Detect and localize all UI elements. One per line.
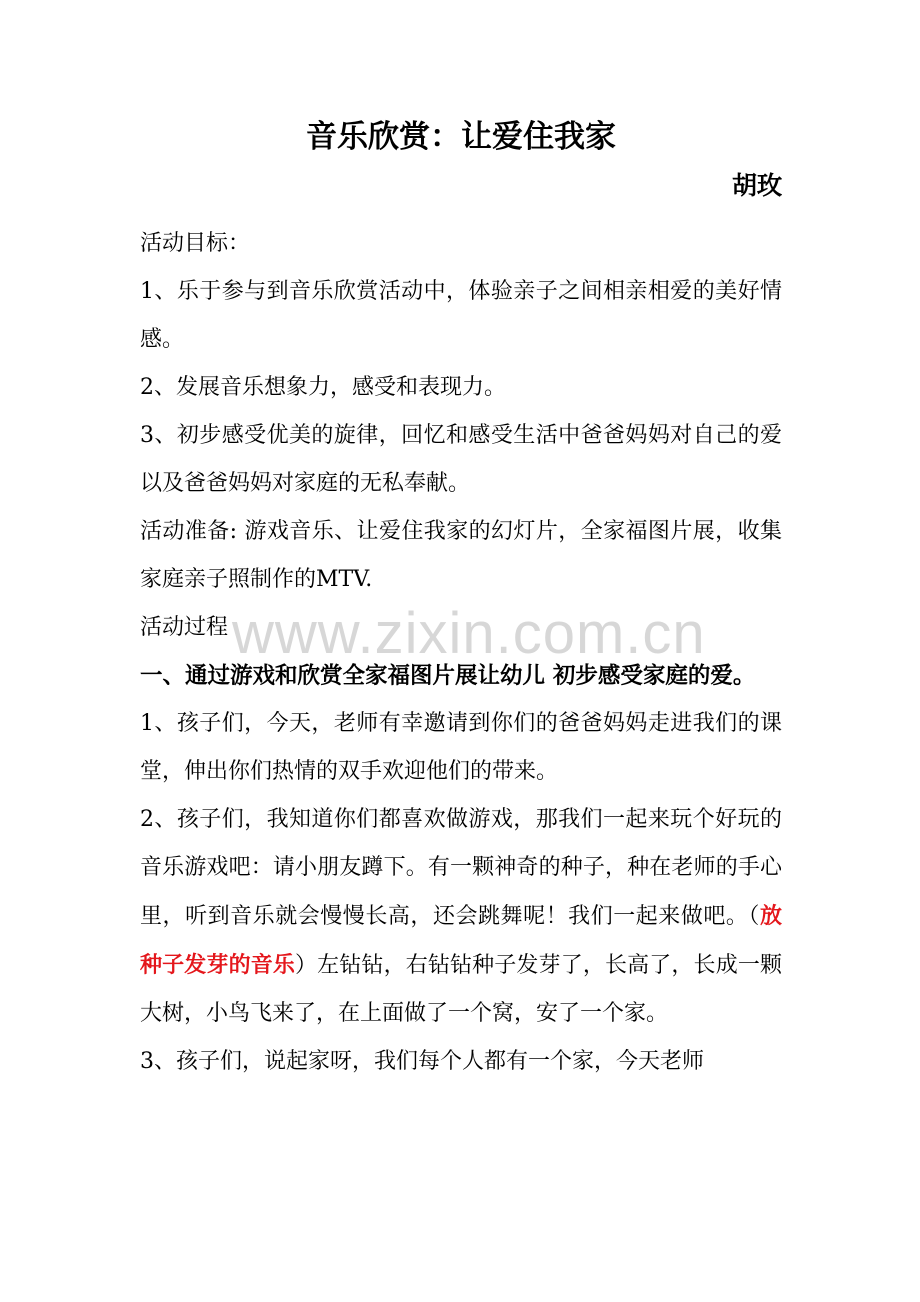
- goal-item-1: 1、乐于参与到音乐欣赏活动中，体验亲子之间相亲相爱的美好情感。: [140, 279, 782, 352]
- step-item-2-text-after: ）左钻钻，右钻钻种子发芽了，长高了，长成一颗大树，小鸟飞来了，在上面做了一个窝，安了一个家。: [140, 953, 782, 1026]
- author-name: 胡玫: [731, 171, 782, 200]
- step-item-2: [140, 796, 782, 1038]
- section-heading-goals: 活动目标：: [140, 231, 251, 256]
- preparation-paragraph: 活动准备: 游戏音乐、让爱住我家的幻灯片，全家福图片展，收集家庭亲子照制作的MTV.: [140, 519, 782, 592]
- goal-item-2: 2、发展音乐想象力，感受和表现力。: [140, 375, 506, 400]
- document-body: [140, 108, 782, 1086]
- step-item-3: 3、孩子们，说起家呀，我们每个人都有一个家，今天老师: [140, 1049, 704, 1074]
- goal-item-3: 3、初步感受优美的旋律，回忆和感受生活中爸爸妈妈对自己的爱以及爸爸妈妈对家庭的无私奉献。: [140, 423, 782, 496]
- music-cue-highlight: 放种子发芽的音乐: [140, 903, 782, 978]
- watermark: www.zixin.com.cn: [232, 601, 706, 666]
- step-item-2-text-before: 2、孩子们，我知道你们都喜欢做游戏，那我们一起来玩个好玩的音乐游戏吧：请小朋友蹲下。有一颗神奇的种子，种在老师的手心里，听到音乐就会慢慢长高，还会跳舞呢！我们一起来做吧。（: [140, 807, 782, 929]
- document-title: 音乐欣赏：让爱住我家: [306, 119, 616, 155]
- step-one-heading: 一、通过游戏和欣赏全家福图片展让幼儿 初步感受家庭的爱。: [140, 663, 756, 689]
- step-item-1: 1、孩子们，今天，老师有幸邀请到你们的爸爸妈妈走进我们的课堂，伸出你们热情的双手欢迎他们的带来。: [140, 711, 782, 784]
- section-heading-process: 活动过程: [140, 615, 229, 640]
